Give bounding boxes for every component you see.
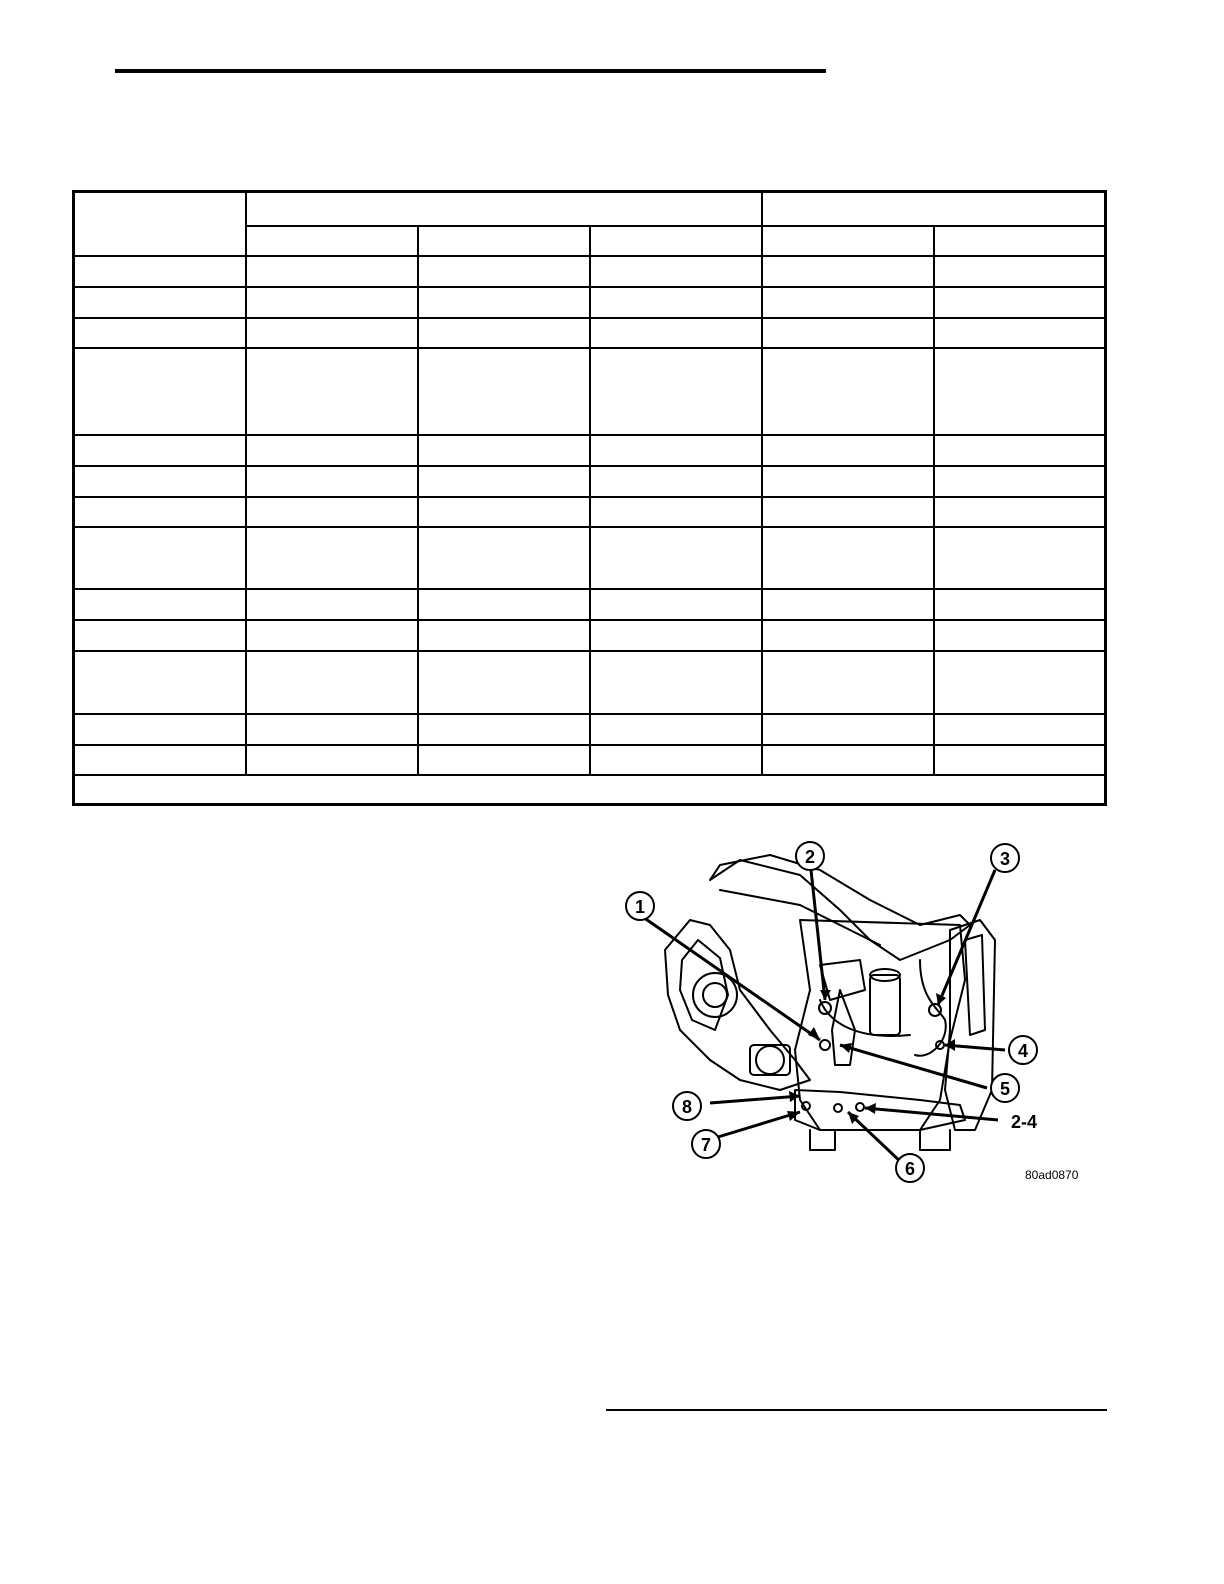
- subheader-cell: [934, 226, 1106, 256]
- table-row: [74, 589, 1106, 620]
- header-group-cell: [762, 192, 1106, 226]
- header-group-cell: [246, 192, 762, 226]
- callout-3: 3: [999, 849, 1011, 869]
- bottom-rule: [606, 1409, 1107, 1411]
- subheader-cell: [246, 226, 418, 256]
- callout-8: 8: [681, 1097, 693, 1117]
- table-row: [74, 714, 1106, 745]
- header-rule: [115, 69, 826, 73]
- table-footnote-row: [74, 775, 1106, 805]
- table-row: [74, 466, 1106, 497]
- callout-2: 2: [804, 847, 816, 867]
- figure-code: 80ad0870: [1025, 1168, 1079, 1182]
- table-row: [74, 651, 1106, 714]
- table-row: [74, 287, 1106, 318]
- table-row: [74, 348, 1106, 435]
- table-row: [74, 256, 1106, 287]
- callout-6: 6: [904, 1159, 916, 1179]
- table-row: [74, 620, 1106, 651]
- subheader-cell: [418, 226, 590, 256]
- table-row: [74, 527, 1106, 589]
- table-row: [74, 318, 1106, 348]
- transmission-illustration: [620, 830, 1100, 1190]
- transmission-figure: [620, 830, 1100, 1190]
- table-row: [74, 435, 1106, 466]
- subheader-cell: [762, 226, 934, 256]
- table-row: [74, 497, 1106, 527]
- header-cell: [74, 192, 246, 256]
- callout-4: 4: [1017, 1041, 1029, 1061]
- callout-5: 5: [999, 1079, 1011, 1099]
- callout-2-4: 2-4: [1010, 1112, 1038, 1132]
- table-header-row: [74, 192, 1106, 226]
- callout-1: 1: [634, 897, 646, 917]
- subheader-cell: [590, 226, 762, 256]
- table-row: [74, 745, 1106, 775]
- callout-7: 7: [700, 1135, 712, 1155]
- spec-table: [72, 190, 1107, 806]
